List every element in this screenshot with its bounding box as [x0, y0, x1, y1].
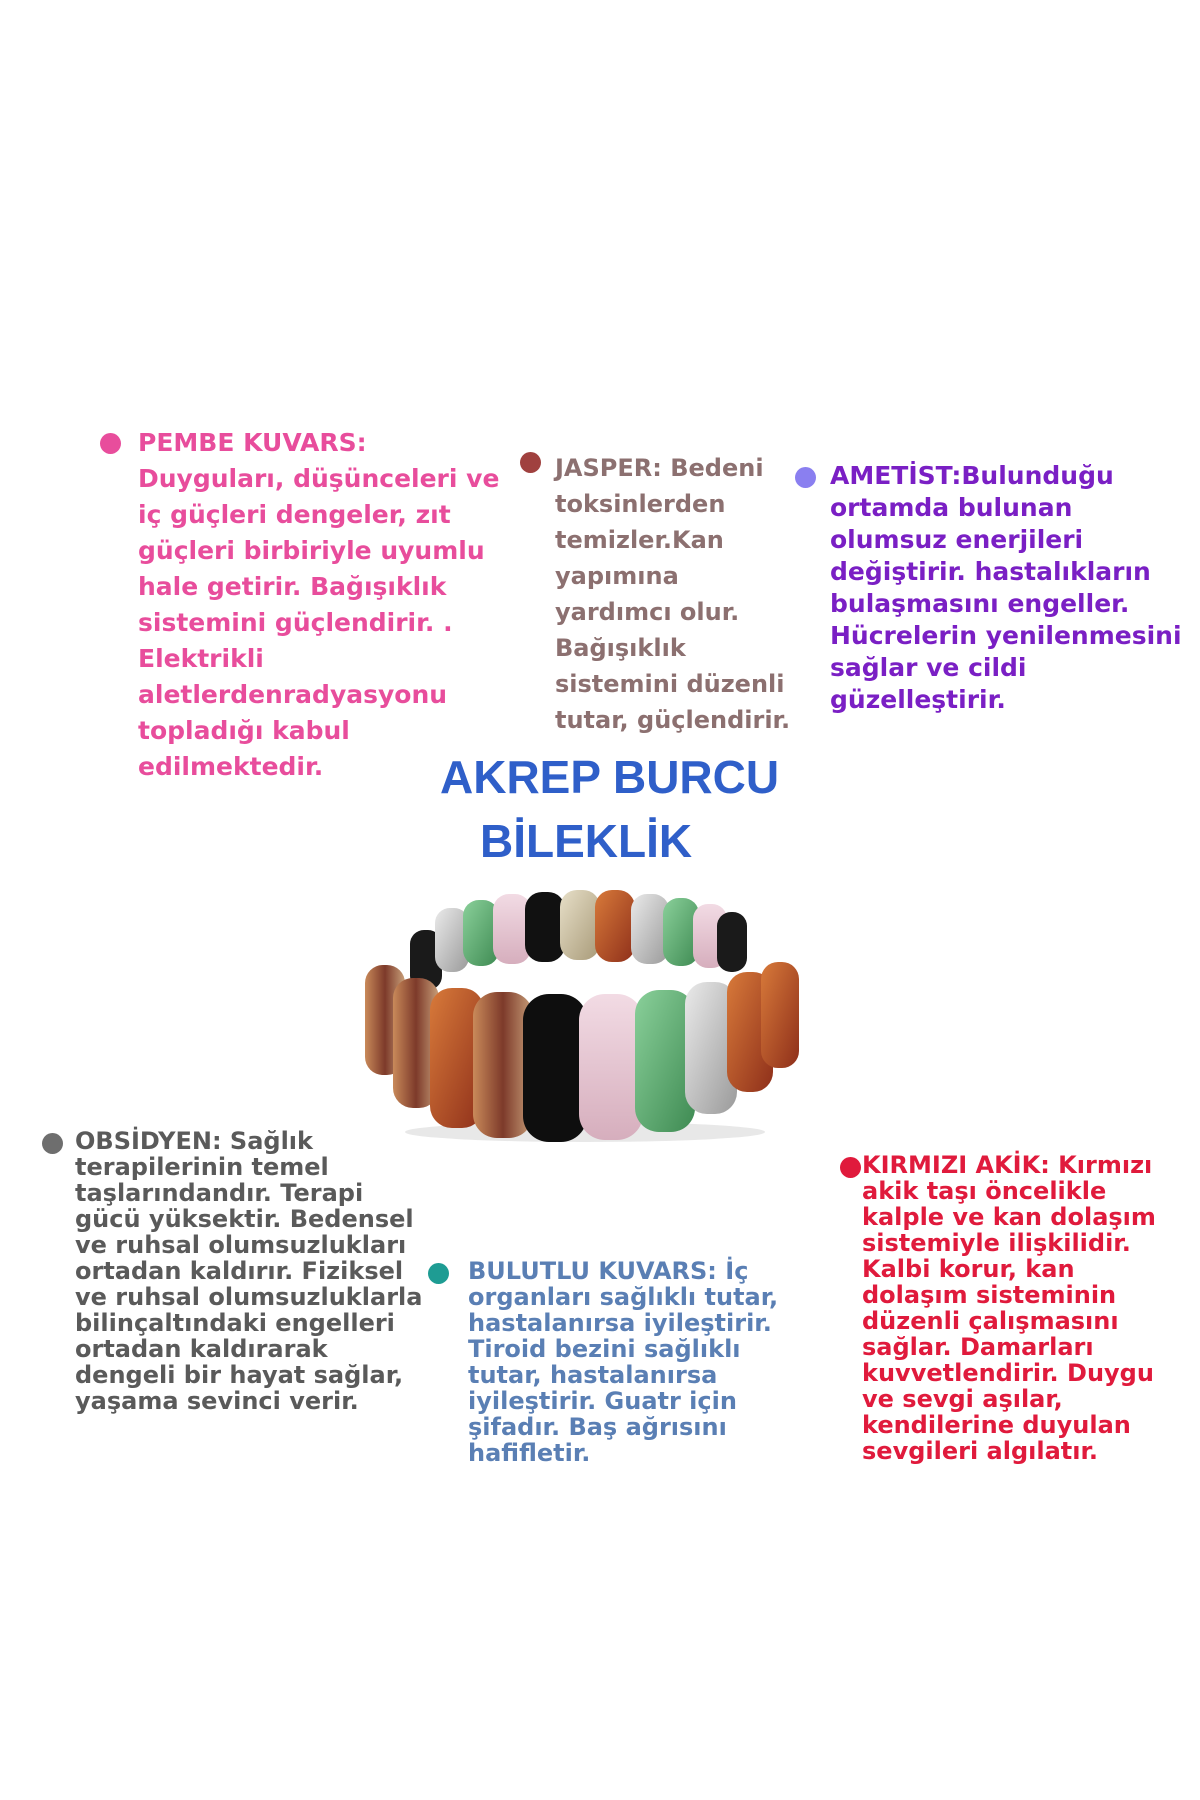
ametist-bullet-icon [795, 467, 816, 488]
kirmizi-akik-name: KIRMIZI AKİK: [862, 1151, 1050, 1179]
bulutlu-bullet-icon [428, 1263, 449, 1284]
title-line2: BİLEKLİK [480, 815, 693, 867]
jasper-name: JASPER: [555, 454, 662, 482]
obsidyen-name: OBSİDYEN: [75, 1127, 222, 1155]
jasper-bullet-icon [520, 452, 541, 473]
pembe-kuvars-block [95, 425, 500, 785]
ametist-name: AMETİST: [830, 461, 962, 490]
obsidyen-bullet-icon [42, 1133, 63, 1154]
jasper-text: Bedeni toksinlerden temizler.Kan yapımına yardımcı olur. Bağışıklık sistemini düzenli tutar, güçlendirir. [555, 454, 791, 734]
bulutlu-kuvars-text: İç organları sağlıklı tutar, hastalanırsa iyileştirir. Tiroid bezini sağlıklı tutar, hastalanırsa iyileştirir. Guatr için şifadır. Baş ağrısını hafifletir. [468, 1257, 779, 1467]
ametist-block [795, 460, 1195, 716]
bracelet-front-row [365, 962, 799, 1142]
pembe-kuvars-name: PEMBE KUVARS: [138, 428, 367, 457]
obsidyen-text: Sağlık terapilerinin temel taşlarındandır. Terapi gücü yüksektir. Bedensel ve ruhsal olumsuzlukları ortadan kaldırır. Fiziksel ve ruhsal olumsuzluklarla bilinçaltındaki engelleri ortadan kaldırarak dengeli bir hayat sağlar, yaşama sevinci verir. [75, 1127, 423, 1415]
title-line1: AKREP BURCU [440, 751, 780, 803]
pembe-bullet-icon [100, 433, 121, 454]
pembe-kuvars-text: Duyguları, düşünceleri ve iç güçleri dengeler, zıt güçleri birbiriyle uyumlu hale getirir. Bağışıklık sistemini güçlendirir. . Elektrikli aletlerdenradyasyonu topladığı kabul edilmektedir. [138, 464, 500, 781]
bracelet-back-row [410, 890, 747, 990]
kirmizi-bullet-icon [840, 1157, 861, 1178]
ametist-text: Bulunduğu ortamda bulunan olumsuz enerjileri değiştirir. hastalıkların bulaşmasını engeller. Hücrelerin yenilenmesini sağlar ve cildi güzelleştirir. [830, 461, 1182, 714]
bulutlu-kuvars-name: BULUTLU KUVARS: [468, 1257, 717, 1285]
jasper-block [520, 450, 800, 738]
obsidyen-block [40, 1128, 430, 1414]
page-title [440, 745, 820, 873]
kirmizi-akik-text: Kırmızı akik taşı öncelikle kalple ve kan dolaşım sistemiyle ilişkilidir. Kalbi korur, kan dolaşım sisteminin düzenli çalışmasını sağlar. Damarları kuvvetlendirir. Duygu ve sevgi aşılar, kendilerine duyulan sevgileri algılatır. [862, 1151, 1156, 1465]
bracelet-image [355, 870, 815, 1150]
kirmizi-akik-block [840, 1152, 1170, 1464]
bulutlu-kuvars-block [428, 1258, 800, 1466]
